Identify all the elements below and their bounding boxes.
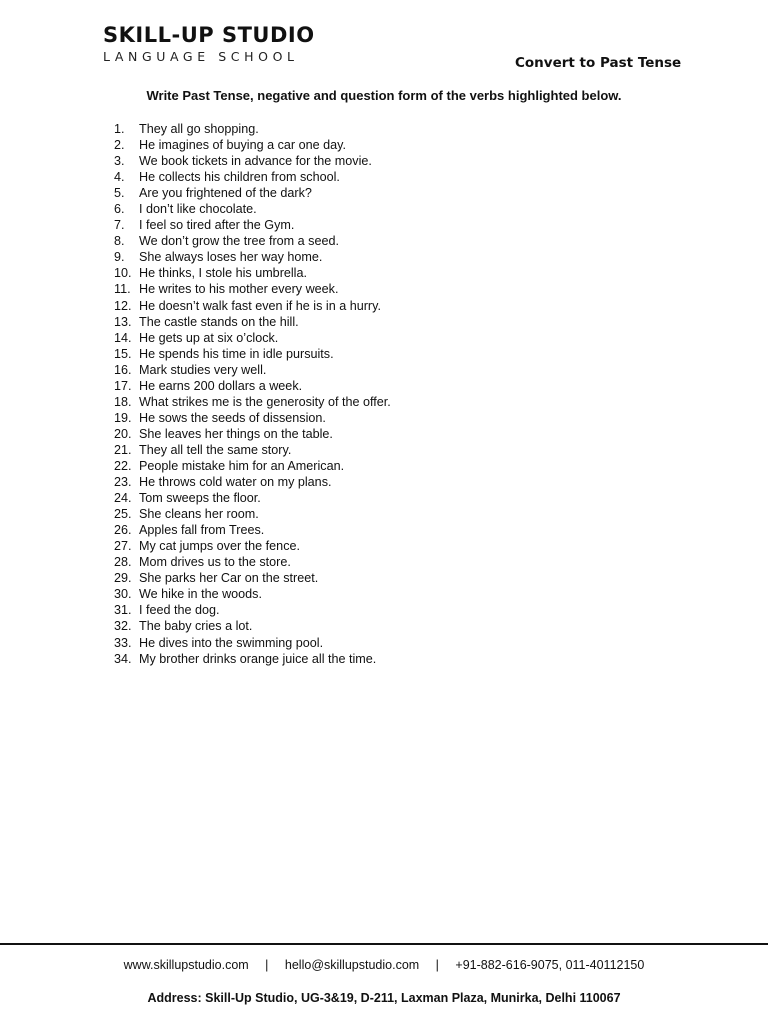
item-number: 27.: [114, 539, 132, 554]
list-item: [114, 410, 391, 426]
item-number: 25.: [114, 507, 132, 522]
item-sentence: I don’t like chocolate.: [139, 202, 257, 217]
list-item: [114, 442, 391, 458]
item-sentence: We hike in the woods.: [139, 587, 262, 602]
list-item: [114, 169, 391, 185]
item-number: 34.: [114, 651, 132, 666]
item-number: 3.: [114, 154, 125, 169]
list-item: [114, 314, 391, 330]
list-item: [114, 651, 391, 667]
list-item: [114, 362, 391, 378]
item-sentence: My cat jumps over the fence.: [139, 539, 300, 554]
list-item: [114, 426, 391, 442]
brand-subtitle: LANGUAGE SCHOOL: [103, 49, 299, 64]
list-item: [114, 538, 391, 554]
item-number: 30.: [114, 587, 132, 602]
list-item: [114, 265, 391, 281]
item-number: 8.: [114, 234, 125, 249]
item-sentence: Tom sweeps the floor.: [139, 491, 261, 506]
item-sentence: What strikes me is the generosity of the offer.: [139, 394, 391, 409]
list-item: [114, 298, 391, 314]
item-sentence: He writes to his mother every week.: [139, 282, 339, 297]
website-link[interactable]: www.skillupstudio.com: [123, 958, 249, 972]
item-sentence: She cleans her room.: [139, 507, 259, 522]
footer-contacts: [0, 958, 768, 972]
list-item: [114, 586, 391, 602]
item-sentence: He spends his time in idle pursuits.: [139, 346, 334, 361]
item-sentence: He sows the seeds of dissension.: [139, 410, 326, 425]
item-sentence: He earns 200 dollars a week.: [139, 378, 303, 393]
item-sentence: I feel so tired after the Gym.: [139, 218, 295, 233]
list-item: [114, 153, 391, 169]
list-item: [114, 635, 391, 651]
item-sentence: She always loses her way home.: [139, 250, 323, 265]
footer-divider: [0, 943, 768, 945]
item-number: 18.: [114, 394, 132, 409]
item-number: 22.: [114, 458, 132, 473]
item-number: 32.: [114, 619, 132, 634]
item-sentence: My brother drinks orange juice all the time.: [139, 651, 377, 666]
item-number: 28.: [114, 555, 132, 570]
email-link[interactable]: hello@skillupstudio.com: [284, 958, 420, 972]
item-sentence: I feed the dog.: [139, 603, 220, 618]
footer-separator: |: [435, 958, 439, 972]
item-sentence: She leaves her things on the table.: [139, 426, 333, 441]
list-item: [114, 137, 391, 153]
list-item: [114, 490, 391, 506]
list-item: [114, 281, 391, 297]
item-number: 17.: [114, 378, 132, 393]
exercise-list: [114, 121, 391, 667]
item-sentence: We book tickets in advance for the movie.: [139, 154, 372, 169]
list-item: [114, 458, 391, 474]
list-item: [114, 217, 391, 233]
item-number: 26.: [114, 523, 132, 538]
item-number: 10.: [114, 266, 132, 281]
item-sentence: Mark studies very well.: [139, 362, 267, 377]
item-number: 21.: [114, 442, 132, 457]
list-item: [114, 618, 391, 634]
list-item: [114, 233, 391, 249]
item-number: 6.: [114, 202, 125, 217]
phone-numbers: +91-882-616-9075, 011-40112150: [455, 958, 645, 972]
list-item: [114, 522, 391, 538]
item-number: 31.: [114, 603, 132, 618]
list-item: [114, 185, 391, 201]
item-number: 12.: [114, 298, 132, 313]
item-sentence: He collects his children from school.: [139, 170, 340, 185]
item-sentence: Apples fall from Trees.: [139, 523, 265, 538]
item-number: 29.: [114, 571, 132, 586]
item-sentence: He throws cold water on my plans.: [139, 475, 332, 490]
footer-separator: |: [265, 958, 269, 972]
item-number: 11.: [114, 282, 131, 297]
list-item: [114, 121, 391, 137]
list-item: [114, 378, 391, 394]
list-item: [114, 394, 391, 410]
item-sentence: He doesn’t walk fast even if he is in a hurry.: [139, 298, 381, 313]
list-item: [114, 330, 391, 346]
footer-address: Address: Skill-Up Studio, UG-3&19, D-211, Laxman Plaza, Munirka, Delhi 110067: [147, 991, 621, 1005]
item-sentence: Are you frightened of the dark?: [139, 186, 312, 201]
list-item: [114, 249, 391, 265]
list-item: [114, 506, 391, 522]
brand-logo: [103, 22, 315, 64]
item-sentence: People mistake him for an American.: [139, 458, 345, 473]
item-sentence: He imagines of buying a car one day.: [139, 138, 346, 153]
item-number: 9.: [114, 250, 125, 265]
item-sentence: He gets up at six o’clock.: [139, 330, 279, 345]
item-sentence: He dives into the swimming pool.: [139, 635, 324, 650]
list-item: [114, 474, 391, 490]
item-number: 1.: [114, 122, 125, 136]
document-title: Convert to Past Tense: [515, 55, 682, 71]
item-number: 13.: [114, 314, 132, 329]
item-sentence: He thinks, I stole his umbrella.: [139, 266, 307, 281]
item-sentence: They all tell the same story.: [139, 442, 292, 457]
item-sentence: The castle stands on the hill.: [139, 314, 299, 329]
item-number: 4.: [114, 170, 125, 185]
item-number: 7.: [114, 218, 125, 233]
item-number: 24.: [114, 491, 132, 506]
item-number: 20.: [114, 426, 132, 441]
item-sentence: They all go shopping.: [139, 122, 259, 136]
item-number: 23.: [114, 475, 132, 490]
list-item: [114, 201, 391, 217]
item-number: 15.: [114, 346, 132, 361]
item-sentence: She parks her Car on the street.: [139, 571, 319, 586]
item-sentence: The baby cries a lot.: [139, 619, 253, 634]
item-number: 33.: [114, 635, 132, 650]
brand-name: SKILL-UP STUDIO: [103, 23, 315, 47]
item-number: 19.: [114, 410, 132, 425]
list-item: [114, 554, 391, 570]
item-sentence: We don’t grow the tree from a seed.: [139, 234, 339, 249]
item-number: 16.: [114, 362, 132, 377]
list-item: [114, 346, 391, 362]
item-number: 14.: [114, 330, 132, 345]
item-number: 2.: [114, 138, 125, 153]
item-number: 5.: [114, 186, 125, 201]
instructions: Write Past Tense, negative and question form of the verbs highlighted below.: [146, 88, 622, 103]
list-item: [114, 602, 391, 618]
list-item: [114, 570, 391, 586]
item-sentence: Mom drives us to the store.: [139, 555, 291, 570]
